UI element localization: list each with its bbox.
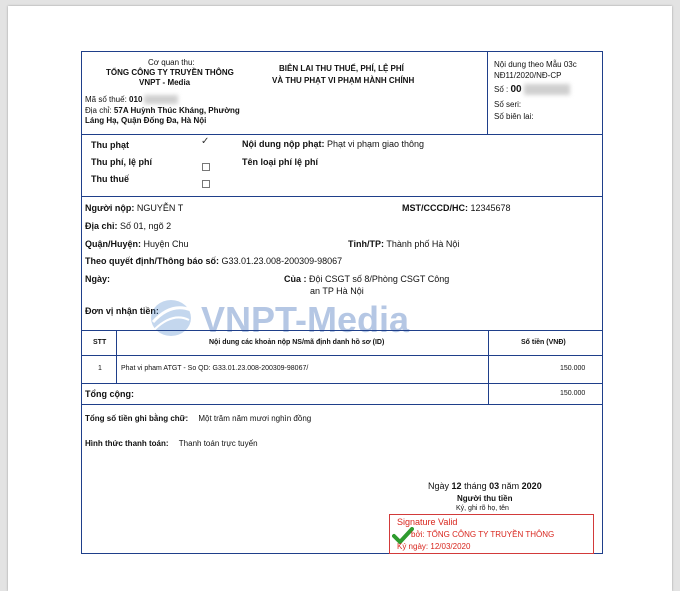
total-value: 150.000: [560, 390, 586, 397]
words-value: Một trăm năm mươi nghìn đồng: [198, 414, 312, 423]
mst-value: 12345678: [470, 203, 511, 213]
content-value: Phạt vi phạm giao thông: [327, 139, 425, 149]
checkbox-thu-phi[interactable]: [202, 158, 210, 176]
signed-by-value: TỔNG CÔNG TY TRUYỀN THÔNG: [426, 530, 555, 539]
agency-name: TỔNG CÔNG TY TRUYỀN THÔNG: [106, 68, 234, 77]
decision-number: [85, 256, 342, 266]
so-value: 00: [510, 84, 522, 95]
sign-year: 2020: [521, 481, 542, 491]
signed-by: [411, 530, 554, 539]
payer-district: [85, 239, 189, 249]
type-thu-phat: Thu phạt: [91, 140, 129, 150]
payer-address-label: Địa chỉ:: [85, 221, 118, 231]
signed-date-label: Ký ngày:: [397, 542, 429, 551]
col-stt: STT: [93, 339, 107, 346]
divider: [487, 51, 488, 134]
payer-province: [348, 239, 459, 249]
collector-note: Ký, ghi rõ họ, tên: [456, 505, 509, 512]
agency-address: [85, 106, 240, 115]
district-value: Huyện Chu: [143, 239, 189, 249]
table-top-border: [81, 330, 603, 331]
table-col-divider: [116, 330, 117, 383]
date-label: Ngày:: [85, 274, 111, 284]
receiver-label: Đơn vị nhận tiền:: [85, 306, 159, 316]
bien-lai-label: Số biên lai:: [494, 112, 534, 121]
tax-code: [85, 95, 178, 104]
watermark-text: VNPT-Media: [201, 299, 410, 340]
table-header-border: [81, 355, 603, 356]
checkbox-thu-thue[interactable]: [202, 175, 210, 193]
agency-label: Cơ quan thu:: [148, 58, 195, 67]
fee-type-label: Tên loại phí lệ phí: [242, 157, 319, 167]
date-prefix: Ngày: [428, 481, 450, 491]
receipt-number: [494, 84, 570, 95]
sign-month: 03: [489, 481, 500, 491]
seri-label: Số seri:: [494, 100, 522, 109]
month-label: tháng: [464, 481, 487, 491]
signed-date: [397, 542, 470, 551]
method-value: Thanh toán trực tuyến: [178, 439, 258, 448]
tax-value: 010: [129, 95, 143, 104]
issuer-line2: an TP Hà Nội: [310, 286, 364, 296]
words-label: Tổng số tiền ghi bằng chữ:: [85, 414, 189, 423]
sign-date: [428, 481, 542, 491]
total-label: Tổng cộng:: [85, 389, 134, 399]
content-label: Nội dung nộp phạt:: [242, 139, 325, 149]
form-line1: Nội dung theo Mẫu 03c: [494, 60, 577, 69]
penalty-content: [242, 139, 424, 149]
divider: [81, 134, 603, 135]
amount-in-words: [85, 414, 311, 423]
issuer-label: Của :: [284, 274, 307, 284]
payment-method: [85, 439, 258, 448]
tax-label: Mã số thuế:: [85, 95, 127, 104]
col-amount: Số tiền (VNĐ): [521, 339, 566, 346]
table-bottom-border: [81, 404, 603, 405]
type-thu-thue: Thu thuế: [91, 174, 129, 184]
agency-sub: VNPT - Media: [139, 78, 191, 87]
province-value: Thành phố Hà Nội: [386, 239, 460, 249]
redacted-block: [524, 84, 570, 95]
mst-label: MST/CCCD/HC:: [402, 203, 468, 213]
decision-value: G33.01.23.008-200309-98067: [221, 256, 343, 266]
vnpt-media-watermark: [149, 296, 479, 340]
receipt-title-1: BIÊN LAI THU THUẾ, PHÍ, LỆ PHÍ: [279, 64, 404, 73]
payer-address-value: Số 01, ngõ 2: [120, 221, 172, 231]
signed-date-value: 12/03/2020: [430, 542, 471, 551]
method-label: Hình thức thanh toán:: [85, 439, 169, 448]
checkbox-checked[interactable]: ✓: [201, 136, 210, 147]
issuer: [284, 274, 449, 284]
table-row-border: [81, 383, 603, 384]
payer-name: [85, 203, 183, 213]
collector-title: Người thu tiền: [457, 494, 513, 503]
decision-label: Theo quyết định/Thông báo số:: [85, 256, 219, 266]
address-line2: Láng Hạ, Quận Đống Đa, Hà Nội: [85, 116, 207, 125]
payer-name-label: Người nộp:: [85, 203, 135, 213]
sign-day: 12: [451, 481, 462, 491]
address-line1: 57A Huỳnh Thúc Kháng, Phường: [113, 106, 240, 115]
payer-mst: [402, 203, 511, 213]
province-label: Tỉnh/TP:: [348, 239, 384, 249]
payer-name-value: NGUYỄN T: [136, 203, 184, 213]
signature-valid: Signature Valid: [397, 517, 458, 527]
type-thu-phi: Thu phí, lệ phí: [91, 157, 152, 167]
divider: [81, 196, 603, 197]
table-col-divider: [488, 330, 489, 404]
row-content: Phat vi pham ATGT - So QD: G33.01.23.008-200309-98067/: [121, 365, 309, 372]
col-content: Nội dung các khoản nộp NS/mã định danh hồ sơ (ID): [209, 339, 385, 346]
receipt-title-2: VÀ THU PHẠT VI PHẠM HÀNH CHÍNH: [272, 76, 415, 85]
year-label: năm: [501, 481, 520, 491]
so-label: Số :: [494, 85, 509, 94]
payer-address: [85, 221, 171, 231]
row-amount: 150.000: [560, 365, 586, 372]
address-label: Địa chỉ:: [85, 106, 112, 115]
issuer-line1: Đội CSGT số 8/Phòng CSGT Công: [309, 274, 450, 284]
row-stt: 1: [98, 365, 102, 372]
district-label: Quận/Huyện:: [85, 239, 142, 249]
redacted-block: [144, 95, 178, 104]
signed-by-label: bởi:: [411, 530, 425, 539]
form-line2: NĐ11/2020/NĐ-CP: [494, 71, 562, 80]
